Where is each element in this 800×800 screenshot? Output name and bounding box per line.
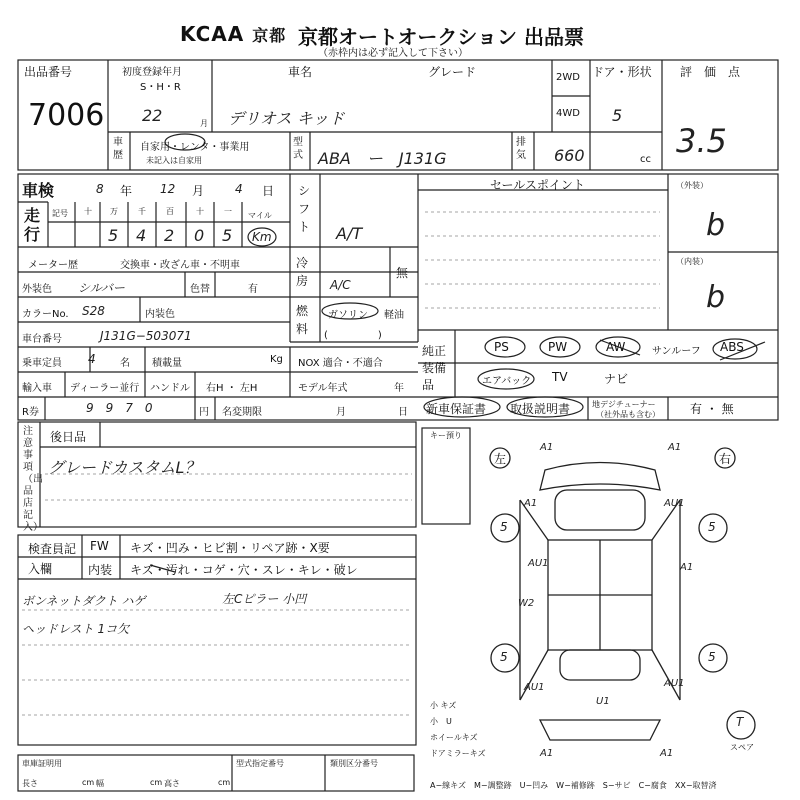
unit-sen: 千 — [138, 207, 146, 216]
eval-label: 評 価 点 — [680, 65, 741, 79]
equip-navi: ナビ — [604, 372, 629, 386]
width-unit: cm — [150, 778, 163, 787]
lot-number: 7006 — [28, 98, 105, 133]
logo — [180, 22, 286, 46]
color-change-label: 色替 — [190, 284, 210, 295]
digit-5: 0 — [194, 226, 205, 245]
damage-mark-4: AU1 — [664, 498, 685, 509]
damage-mark-9: AU1 — [664, 678, 685, 689]
damage-mark-10: U1 — [596, 696, 610, 707]
inspector-label: 検査員記入欄 — [28, 542, 77, 576]
cc-unit: cc — [640, 154, 651, 165]
score-exterior-value: b — [706, 208, 726, 243]
load-label: 積載量 — [152, 358, 182, 369]
fuel-light-oil: 軽油 — [384, 310, 404, 321]
meter-label: メーター歴 — [28, 260, 78, 271]
after-items-label: 後日品 — [50, 430, 87, 444]
damage-mark-3: A1 — [524, 498, 538, 509]
chassis-label: 車台番号 — [22, 334, 62, 345]
lot-label: 出品番号 — [24, 65, 73, 79]
equip-ps: PS — [494, 340, 509, 354]
aircon-none: 無 — [396, 266, 409, 280]
damage-mark-2: A1 — [668, 442, 682, 453]
equip-warranty: 新車保証書 — [426, 402, 487, 416]
mileage-label: 走行 — [24, 206, 41, 244]
tire-rear-left: 5 — [500, 650, 508, 664]
capacity-value: 4 — [88, 352, 96, 366]
unit-hyaku: 百 — [166, 207, 174, 216]
diagram-left: 左 — [494, 452, 507, 466]
inspector-fw: FW — [90, 539, 109, 553]
width-label: 幅 — [96, 779, 104, 788]
fuel-gasoline: ガソリン — [328, 310, 368, 321]
color-change-value: 有 — [248, 284, 258, 295]
damage-mark-5: A1 — [680, 562, 694, 573]
equip-abs: ABS — [720, 340, 744, 354]
equip-digital-note: （社外品も含む） — [596, 410, 660, 419]
legend-codes: A−線キズ M−調整跡 U−凹み W−補修跡 S−サビ C−腐食 XX−取替済 — [430, 781, 717, 790]
recycle-label: R券 — [22, 407, 39, 418]
legend-small-scratch: 小 キズ — [430, 701, 457, 710]
car-diagram — [490, 448, 755, 740]
damage-mark-7: W2 — [518, 598, 535, 609]
exterior-color-value: シルバー — [78, 281, 125, 295]
era-options: S・H・R — [140, 82, 181, 93]
inspector-note-1: ボンネットダクト ハゲ — [22, 594, 146, 608]
legend-mirror: ドアミラーキズ — [430, 749, 486, 758]
digit-3: 4 — [136, 226, 147, 245]
shaken-label: 車検 — [22, 181, 55, 200]
doors-value: 5 — [612, 106, 623, 125]
damage-mark-1: A1 — [540, 442, 554, 453]
model-code: ABA ー J131G — [318, 149, 447, 168]
unit-man: 万 — [110, 207, 118, 216]
handle-label: ハンドル — [150, 383, 190, 394]
model-label: 型式 — [293, 137, 303, 161]
notes-label: 注意事項（出品店記入） — [23, 426, 43, 533]
fuel-label: 燃料 — [296, 304, 309, 336]
legend-small-u: 小 U — [430, 717, 452, 726]
unit-jyu: 十 — [196, 207, 204, 216]
capacity-unit: 名 — [120, 358, 130, 369]
meter-options: 交換車・改ざん車・不明車 — [120, 260, 240, 271]
shaken-day: 4 — [235, 182, 243, 196]
height-label: 高さ — [164, 779, 180, 788]
score-interior-value: b — [706, 280, 726, 315]
equip-digital-tuner: 地デジチューナー — [592, 400, 656, 409]
legend-wheel: ホイールキズ — [430, 733, 478, 742]
length-label: 長さ — [22, 779, 38, 788]
shaken-year: 8 — [96, 182, 104, 196]
displacement-value: 660 — [554, 146, 585, 165]
history-options: 自家用・レンタ・事業用 — [140, 142, 250, 153]
shaken-year-unit: 年 — [120, 184, 133, 198]
inspector-fw-items: キズ・凹み・ヒビ割・リペア跡・X要 — [130, 541, 330, 555]
damage-mark-6: AU1 — [528, 558, 549, 569]
drive-4wd: 4WD — [556, 108, 580, 119]
equip-digital-yesno: 有 ・ 無 — [690, 402, 734, 416]
history-note: 未記入は自家用 — [146, 156, 202, 165]
inspector-interior-items: キズ・汚れ・コゲ・穴・スレ・キレ・破レ — [130, 563, 358, 577]
car-name: デリオス キッド — [228, 109, 345, 128]
tire-front-right: 5 — [708, 520, 716, 534]
class-number-label: 類別区分番号 — [330, 759, 378, 768]
exterior-color-label: 外装色 — [22, 284, 52, 295]
load-unit: Kg — [270, 354, 283, 365]
model-year-label: モデル年式 — [298, 383, 348, 394]
inspector-note-2: 左Cピラー 小凹 — [222, 592, 307, 606]
score-interior-label: （内装） — [676, 257, 708, 266]
equipment-label: 純正装備品 — [422, 344, 447, 392]
unit-ichi: 一 — [224, 207, 232, 216]
aircon-label: 冷房 — [296, 256, 309, 288]
digit-6: 5 — [222, 226, 233, 245]
digit-4: 2 — [164, 226, 175, 245]
key-label: キー預り — [430, 431, 462, 440]
name-change-label: 名変期限 — [222, 407, 262, 418]
eval-score: 3.5 — [676, 122, 727, 160]
equip-tv: TV — [552, 370, 568, 384]
nox-options: NOX 適合・不適合 — [298, 358, 383, 369]
reg-month-unit: 月 — [200, 119, 208, 128]
tire-front-left: 5 — [500, 520, 508, 534]
sales-point-label: セールスポイント — [490, 178, 585, 192]
chassis-value: J131G−503071 — [100, 329, 192, 343]
damage-mark-11: A1 — [540, 748, 554, 759]
interior-color-label: 内装色 — [145, 309, 175, 320]
mileage-sign-label: 記号 — [52, 209, 68, 218]
page-title: 京都オートオークション 出品票 — [298, 25, 584, 49]
mileage-unit-label: マイル — [248, 211, 272, 220]
diagram-right: 右 — [719, 452, 732, 466]
import-label: 輸入車 — [22, 383, 52, 394]
notes-text: グレードカスタムL？ — [48, 458, 201, 477]
shaken-month-unit: 月 — [192, 184, 205, 198]
damage-mark-8: AU1 — [524, 682, 545, 693]
shift-value: A/T — [336, 224, 363, 243]
recycle-unit: 円 — [199, 407, 209, 418]
doors-label: ドア・形状 — [592, 65, 652, 79]
import-dealer: ディーラー並行 — [70, 383, 140, 394]
drive-2wd: 2WD — [556, 72, 580, 83]
inspector-interior: 内装 — [88, 563, 113, 577]
first-reg-label: 初度登録年月 — [122, 67, 182, 78]
reg-year: 22 — [142, 106, 163, 125]
equip-aw: AW — [606, 340, 626, 354]
shaken-month: 12 — [160, 182, 176, 196]
history-label: 車歴 — [113, 137, 123, 161]
displacement-label: 排気 — [516, 137, 526, 161]
capacity-label: 乗車定員 — [22, 358, 62, 369]
name-change-month: 月 — [336, 407, 346, 418]
equip-pw: PW — [548, 340, 568, 354]
score-exterior-label: （外装） — [676, 181, 708, 190]
unit-jyuman: 十 — [84, 207, 92, 216]
model-year-unit: 年 — [394, 383, 404, 394]
equip-manual: 取扱説明書 — [510, 402, 571, 416]
garage-cert-label: 車庫証明用 — [22, 759, 62, 768]
length-unit: cm — [82, 778, 95, 787]
shaken-day-unit: 日 — [262, 184, 275, 198]
damage-mark-12: A1 — [660, 748, 674, 759]
tire-rear-right: 5 — [708, 650, 716, 664]
grade-label: グレード — [428, 65, 477, 79]
type-designation-label: 型式指定番号 — [236, 759, 284, 768]
recycle-value: 9970 — [86, 401, 165, 415]
spare-tire-mark: T — [736, 715, 744, 729]
color-code-value: S28 — [82, 304, 105, 318]
inspector-note-3: ヘッドレスト 1コ欠 — [22, 622, 130, 636]
car-name-label: 車名 — [288, 65, 313, 79]
fuel-other: ( ) — [324, 330, 382, 341]
equip-airbag: エアバック — [482, 376, 532, 387]
digit-2: 5 — [108, 226, 119, 245]
height-unit: cm — [218, 778, 231, 787]
handle-options: 右H ・ 左H — [206, 383, 258, 394]
logo-text: KCAA — [180, 22, 245, 46]
header-note: （赤枠内は必ず記入して下さい） — [318, 48, 468, 59]
equip-sunroof: サンルーフ — [652, 346, 701, 357]
logo-kyoto: 京都 — [252, 26, 287, 45]
name-change-day: 日 — [398, 407, 408, 418]
aircon-value: A/C — [330, 278, 351, 292]
mileage-unit-value: Km — [252, 230, 272, 244]
shift-label: シフト — [298, 184, 311, 234]
spare-label: スペア — [730, 743, 754, 752]
color-code-label: カラーNo. — [22, 309, 69, 320]
